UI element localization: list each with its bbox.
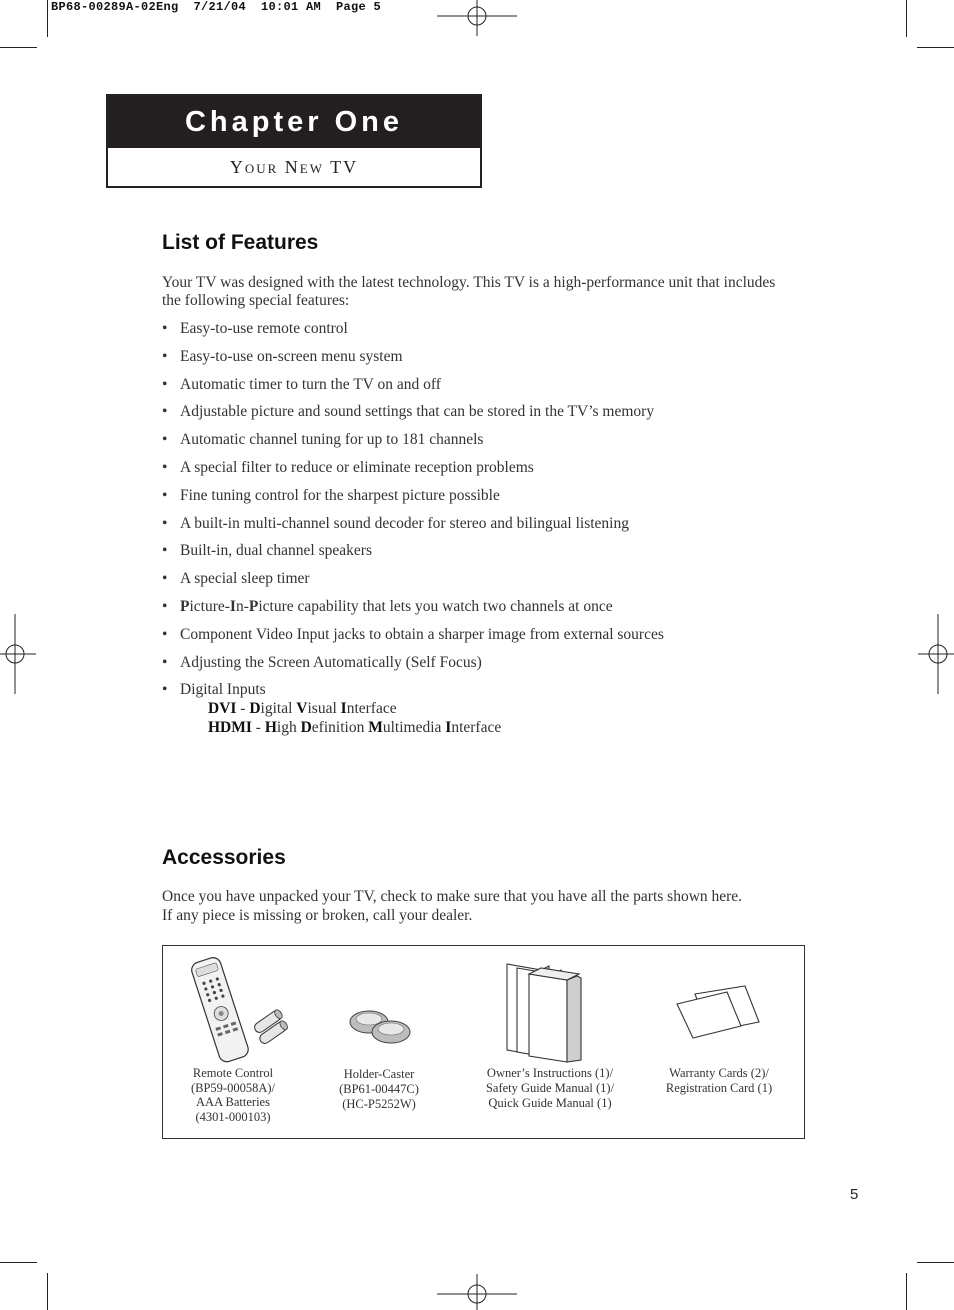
crop-mark-top-left-v (47, 0, 48, 37)
accessories-intro-line1: Once you have unpacked your TV, check to make sure that you have all the parts shown here. (162, 888, 743, 905)
caption-remote-control: Remote Control (BP59-00058A)/ AAA Batteries (4301-000103) (190, 1066, 276, 1124)
print-slug: BP68-00289A-02Eng 7/21/04 10:01 AM Page 5 (51, 0, 382, 14)
crop-mark-bottom-left-h (0, 1262, 37, 1263)
chapter-subtitle: Your New TV (229, 157, 359, 177)
list-item: • Adjustable picture and sound settings that can be stored in the TV’s memory (162, 403, 655, 421)
caption-holder-caster: Holder-Caster (BP61-00447C) (HC-P5252W) (339, 1067, 419, 1111)
holder-caster-icon (343, 1002, 417, 1046)
list-item: • Easy-to-use remote control (162, 320, 348, 337)
list-item: • Built-in, dual channel speakers (162, 542, 372, 560)
chapter-banner (106, 94, 482, 188)
crop-mark-bottom-right-v (906, 1273, 907, 1310)
dvi-definition: DVI - Digital Visual Interface (208, 700, 397, 718)
hdmi-definition: HDMI - High Definition Multimedia Interface (208, 719, 502, 737)
accessories-heading: Accessories (162, 846, 286, 869)
caption-manuals: Owner’s Instructions (1)/ Safety Guide Manual (1)/ Quick Guide Manual (1) (485, 1066, 615, 1110)
list-item: • Automatic timer to turn the TV on and off (162, 375, 441, 393)
list-item-digital-inputs: • Digital Inputs DVI - Digital Visual Interface HDMI - High Definition Multimedia Interface (162, 681, 802, 737)
list-item: • A special filter to reduce or eliminate reception problems (162, 458, 534, 476)
accessories-box (162, 945, 805, 1139)
remote-control-icon (179, 954, 289, 1066)
crop-mark-top-left-h (0, 47, 37, 48)
features-list (162, 320, 802, 737)
features-heading: List of Features (162, 231, 319, 254)
manuals-icon (501, 960, 591, 1064)
caption-warranty-cards: Warranty Cards (2)/ Registration Card (1) (665, 1066, 773, 1095)
list-item: • A special sleep timer (162, 570, 310, 588)
list-item: • A built-in multi-channel sound decoder for stereo and bilingual listening (162, 514, 629, 532)
list-item: • Automatic channel tuning for up to 181 channels (162, 431, 484, 449)
registration-mark-right (918, 614, 954, 694)
registration-mark-left (0, 614, 36, 694)
list-item: • Easy-to-use on-screen menu system (162, 347, 403, 365)
accessories-intro-line2: If any piece is missing or broken, call your dealer. (162, 907, 473, 924)
page-number: 5 (850, 1186, 859, 1203)
registration-mark-bottom (437, 1274, 517, 1310)
list-item: • Fine tuning control for the sharpest picture possible (162, 486, 500, 504)
list-item-pip: • Picture-In-Picture capability that lets you watch two channels at once (162, 597, 613, 615)
chapter-title: Chapter One (108, 96, 480, 148)
crop-mark-bottom-right-h (917, 1262, 954, 1263)
list-item: • Adjusting the Screen Automatically (Self Focus) (162, 653, 482, 671)
list-item: • Component Video Input jacks to obtain a sharper image from external sources (162, 625, 664, 643)
crop-mark-top-right-h (917, 47, 954, 48)
features-intro: Your TV was designed with the latest technology. This TV is a high-performance unit that includes the following special features: (162, 274, 776, 309)
warranty-cards-icon (675, 982, 765, 1042)
crop-mark-bottom-left-v (47, 1273, 48, 1310)
crop-mark-top-right-v (906, 0, 907, 37)
registration-mark-top (437, 0, 517, 36)
